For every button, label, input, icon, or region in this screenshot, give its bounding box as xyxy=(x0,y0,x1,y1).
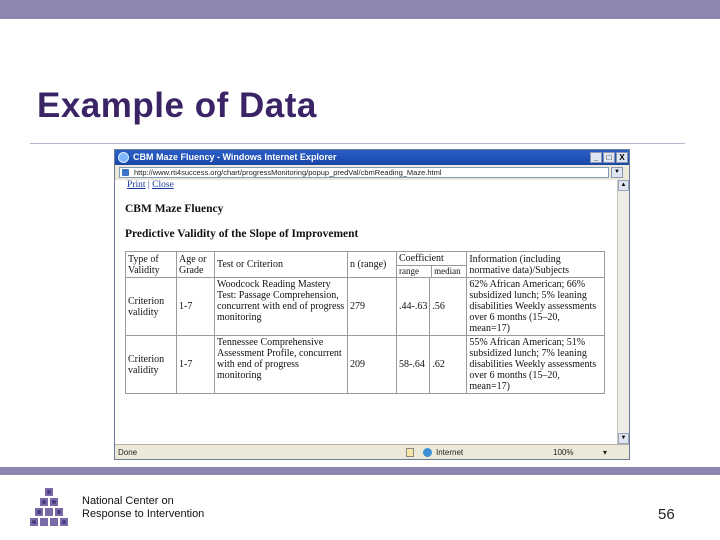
page-icon xyxy=(122,169,129,176)
header-coefficient-label: Coefficient xyxy=(397,252,466,266)
browser-window-title: CBM Maze Fluency - Windows Internet Explorer xyxy=(133,152,337,162)
header-coefficient xyxy=(397,252,467,278)
title-divider xyxy=(30,143,685,144)
bottom-accent-bar xyxy=(0,467,720,475)
cell-age: 1-7 xyxy=(177,336,215,394)
header-coef-median: median xyxy=(434,266,461,276)
cell-test: Woodcock Reading Mastery Test: Passage Comprehension, concurrent with end of progress monitoring xyxy=(215,278,348,336)
footer-organization xyxy=(82,495,204,521)
cell-info: 55% African American; 51% subsidized lunch; 7% leaning disabilities Weekly assessments over 6 months (15–20, mean=17) xyxy=(467,336,605,394)
page-content xyxy=(115,180,617,444)
internet-zone-icon xyxy=(423,448,432,457)
zoom-level[interactable]: 100% xyxy=(553,448,574,457)
address-dropdown-button[interactable]: ▼ xyxy=(611,167,623,178)
top-accent-bar xyxy=(0,0,720,19)
security-lock-icon xyxy=(406,448,414,457)
cell-type: Criterion validity xyxy=(126,278,177,336)
footer-org-line1: National Center on xyxy=(82,495,174,507)
nccrti-logo-icon xyxy=(27,486,75,530)
browser-window xyxy=(114,149,630,460)
print-close-links xyxy=(127,180,174,190)
cell-info: 62% African American; 66% subsidized lunch; 5% leaning disabilities Weekly assessments over 6 months (15–20, mean=17) xyxy=(467,278,605,336)
ie-logo-icon xyxy=(118,152,129,163)
document-heading: CBM Maze Fluency xyxy=(125,203,224,215)
header-n: n (range) xyxy=(348,252,397,278)
page-number: 56 xyxy=(658,506,675,523)
status-text: Done xyxy=(118,448,138,457)
header-info: Information (including normative data)/Subjects xyxy=(467,252,605,278)
table-row xyxy=(126,336,605,394)
close-window-button[interactable]: X xyxy=(616,152,628,163)
header-type: Type of Validity xyxy=(126,252,177,278)
cell-median: .56 xyxy=(430,278,467,336)
header-test: Test or Criterion xyxy=(215,252,348,278)
validity-table xyxy=(125,251,605,394)
status-bar xyxy=(115,444,629,460)
cell-test: Tennessee Comprehensive Assessment Profile, concurrent with end of progress monitoring xyxy=(215,336,348,394)
address-bar xyxy=(115,165,629,181)
cell-type: Criterion validity xyxy=(126,336,177,394)
cell-age: 1-7 xyxy=(177,278,215,336)
minimize-button[interactable]: _ xyxy=(590,152,602,163)
table-row xyxy=(126,278,605,336)
header-age: Age or Grade xyxy=(177,252,215,278)
cell-range: .44-.63 xyxy=(397,278,430,336)
cell-n: 279 xyxy=(348,278,397,336)
slide-title: Example of Data xyxy=(37,86,317,125)
scroll-down-icon[interactable]: ▼ xyxy=(618,433,629,444)
link-separator: | xyxy=(147,180,150,190)
zone-text: Internet xyxy=(436,448,464,457)
footer-org-line2: Response to Intervention xyxy=(82,508,205,520)
vertical-scrollbar[interactable] xyxy=(617,180,629,444)
cell-median: .62 xyxy=(430,336,467,394)
maximize-button[interactable]: □ xyxy=(603,152,615,163)
cell-n: 209 xyxy=(348,336,397,394)
cell-range: 58-.64 xyxy=(397,336,430,394)
address-input[interactable] xyxy=(119,167,609,178)
print-link[interactable]: Print xyxy=(127,180,146,190)
table-header-row xyxy=(126,252,605,278)
address-url: http://www.rti4success.org/chart/progressMonitoring/popup_predVal/cbmReading_Maze.html xyxy=(134,168,442,177)
close-link[interactable]: Close xyxy=(152,180,174,190)
zoom-dropdown-icon[interactable]: ▾ xyxy=(603,448,608,457)
scroll-up-icon[interactable]: ▲ xyxy=(618,180,629,191)
document-subheading: Predictive Validity of the Slope of Improvement xyxy=(125,228,359,240)
header-coef-range: range xyxy=(397,266,432,277)
browser-titlebar xyxy=(115,150,629,165)
